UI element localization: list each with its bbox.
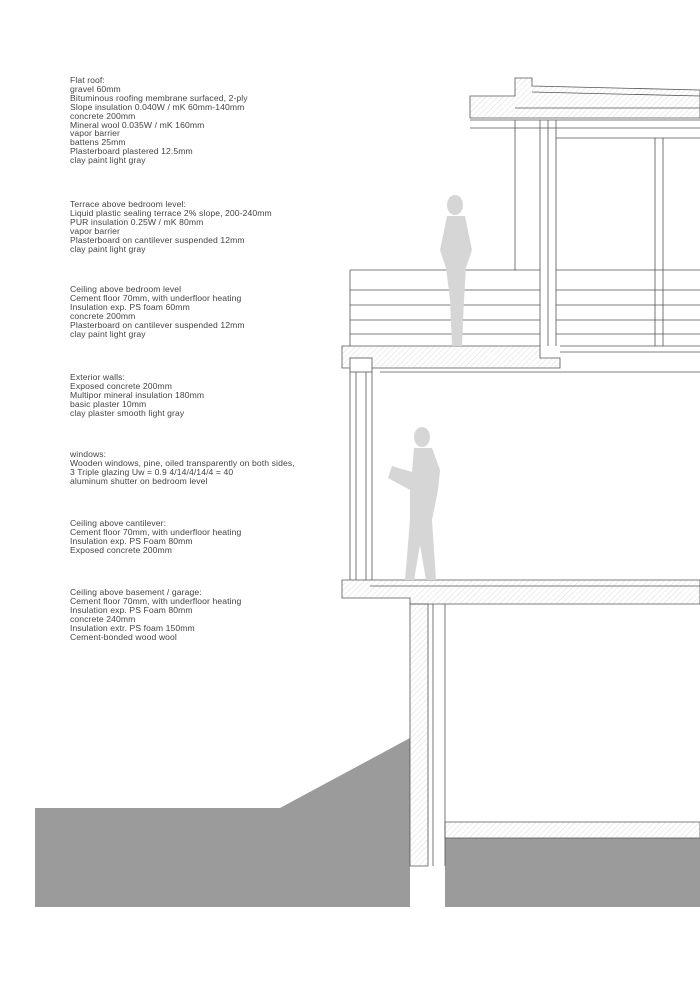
flat-roof-slab <box>470 78 700 118</box>
note-line: Ceiling above bedroom level <box>70 284 182 294</box>
note-line: Cement floor 70mm, with underfloor heating <box>70 292 242 303</box>
note-line: clay paint light gray <box>70 243 146 254</box>
note-line: vapor barrier <box>70 225 121 236</box>
note-line: Plasterboard plastered 12.5mm <box>70 146 193 157</box>
person-figure-reading <box>388 427 440 580</box>
note-line: Liquid plastic sealing terrace 2% slope, 200-240mm <box>70 207 272 218</box>
note-line: Cement-bonded wood wool <box>70 631 177 642</box>
note-line: Bituminous roofing membrane surfaced, 2-ply <box>70 92 248 103</box>
ceiling-bedroom-slab <box>342 346 560 368</box>
note-line: Multipor mineral insulation 180mm <box>70 389 205 400</box>
note-line: gravel 60mm <box>70 83 121 94</box>
note-line: Insulation exp. PS Foam 80mm <box>70 604 193 615</box>
note-line: Cement floor 70mm, with underfloor heating <box>70 526 242 537</box>
note-line: clay paint light gray <box>70 155 146 166</box>
note-line: Exposed concrete 200mm <box>70 380 173 391</box>
note-line: 3 Triple glazing Uw = 0.9 4/14/4/14/4 = 40 <box>70 466 234 477</box>
note-line: Ceiling above basement / garage: <box>70 587 202 597</box>
note-line: Cement floor 70mm, with underfloor heating <box>70 595 242 606</box>
note-line: Exposed concrete 200mm <box>70 544 173 555</box>
note-line: clay paint light gray <box>70 328 146 339</box>
note-line: concrete 200mm <box>70 310 136 321</box>
note-line: aluminum shutter on bedroom level <box>70 475 208 486</box>
note-line: clay plaster smooth light gray <box>70 407 185 418</box>
note-line: PUR insulation 0.25W / mK 80mm <box>70 216 204 227</box>
basement-wall <box>410 604 428 866</box>
ground-terrain <box>35 738 410 907</box>
note-line: battens 25mm <box>70 137 126 148</box>
basement-ground <box>445 838 700 907</box>
note-line: Exterior walls: <box>70 372 125 382</box>
note-line: Wooden windows, pine, oiled transparently on both sides, <box>70 457 295 468</box>
note-line: Insulation exp. PS foam 60mm <box>70 301 190 312</box>
person-figure-standing <box>440 195 472 346</box>
shutter-box <box>350 358 372 372</box>
note-line: Insulation exp. PS Foam 80mm <box>70 535 193 546</box>
note-line: concrete 240mm <box>70 613 136 624</box>
ceiling-basement-slab <box>342 580 700 604</box>
note-line: Mineral wool 0.035W / mK 160mm <box>70 119 205 130</box>
note-line: Plasterboard on cantilever suspended 12mm <box>70 319 245 330</box>
note-line: Flat roof: <box>70 75 105 85</box>
note-line: Insulation extr. PS foam 150mm <box>70 622 195 633</box>
note-line: vapor barrier <box>70 128 121 139</box>
note-line: Slope insulation 0.040W / mK 60mm-140mm <box>70 101 245 112</box>
note-line: Terrace above bedroom level: <box>70 199 187 209</box>
note-line: windows: <box>70 449 107 459</box>
note-line: Plasterboard on cantilever suspended 12mm <box>70 234 245 245</box>
note-line: Ceiling above cantilever: <box>70 518 167 528</box>
basement-floor-slab <box>445 822 700 838</box>
note-line: basic plaster 10mm <box>70 398 147 409</box>
note-line: concrete 200mm <box>70 110 136 121</box>
